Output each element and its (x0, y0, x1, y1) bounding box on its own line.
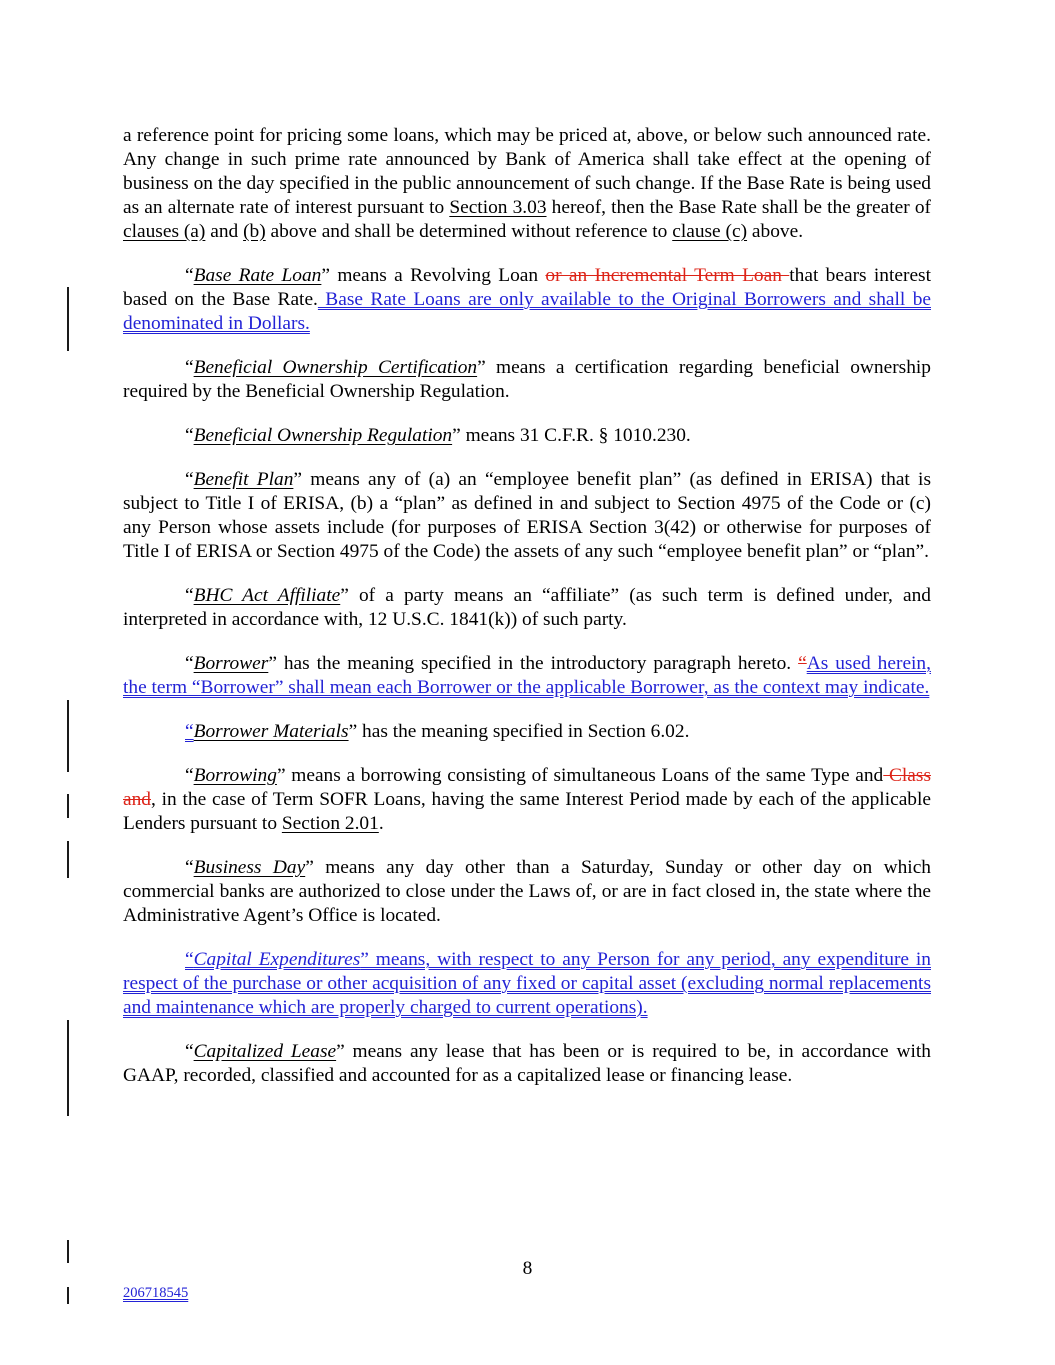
defined-term: Benefit Plan (193, 469, 294, 490)
text: ” means a certification regarding beneficial ownership required by the Beneficial Ownership Regulation. (123, 357, 931, 402)
text: “ (185, 469, 194, 490)
cross-reference: Section 3.03 (449, 197, 547, 218)
borrower-definition (123, 652, 931, 700)
inserted-text: “ (185, 949, 194, 970)
defined-term: Beneficial Ownership Regulation (193, 425, 453, 446)
inserted-text: ” means, with respect to any Person for any period, any expenditure in respect of the purchase or other acquisition of any fixed or capital asset (excluding normal replacements and maintenance which are properly charged to current operations). (123, 949, 931, 1018)
defined-term: Borrower (193, 653, 269, 674)
benefit-plan-definition (123, 468, 931, 564)
cross-reference: (b) (243, 221, 266, 242)
capital-expenditures-definition (123, 948, 931, 1020)
text: above and shall be determined without reference to (265, 221, 673, 242)
revision-change-bar (67, 841, 69, 878)
text: “ (185, 425, 194, 446)
deleted-text: “ (798, 653, 807, 674)
document-body (123, 124, 931, 1108)
inserted-defined-term: Capital Expenditures (193, 949, 361, 970)
defined-term: Borrower Materials (193, 721, 349, 742)
deleted-text: or an Incremental Term Loan (545, 265, 790, 286)
borrowing-definition (123, 764, 931, 836)
revision-change-bar (67, 1020, 69, 1116)
text: “ (185, 585, 194, 606)
inserted-text: As used herein, the term “Borrower” shall mean each Borrower or the applicable Borrower, as the context may indicate. (123, 653, 931, 698)
text: , in the case of Term SOFR Loans, having the same Interest Period made by each of the applicable Lenders pursuant to (123, 789, 931, 834)
base-rate-loan-definition (123, 264, 931, 336)
inserted-text: Base Rate Loans are only available to the Original Borrowers and shall be denominated in Dollars. (123, 289, 931, 334)
text: ” has the meaning specified in the introductory paragraph hereto. (268, 653, 799, 674)
text: ” means any of (a) an “employee benefit plan” (as defined in ERISA) that is subject to Title I of ERISA, (b) a “plan” as defined in and subject to Section 4975 of the Code or (c) any Person whose assets include (for purposes of ERISA Section 3(42) or otherwise for purposes of Title I of ERISA or Section 4975 of the Code) the assets of any such “employee benefit plan” or “plan”. (123, 469, 931, 562)
text: “ (185, 357, 194, 378)
text: and (205, 221, 244, 242)
text: ” has the meaning specified in Section 6.02. (348, 721, 690, 742)
text: . (378, 813, 384, 834)
text: above. (747, 221, 804, 242)
defined-term: Business Day (193, 857, 306, 878)
text: that bears interest based on the Base Rate. (123, 265, 931, 310)
deleted-text: Class and (123, 765, 931, 810)
text: “ (185, 265, 194, 286)
cross-reference: clause (c) (672, 221, 748, 242)
inserted-text: “ (185, 721, 194, 742)
text: ” means a Revolving Loan (321, 265, 546, 286)
capitalized-lease-definition (123, 1040, 931, 1088)
text: “ (185, 653, 194, 674)
text: ” means a borrowing consisting of simultaneous Loans of the same Type and (276, 765, 884, 786)
text: a reference point for pricing some loans, which may be priced at, above, or below such announced rate. Any change in such prime rate announced by Bank of America shall take effect at the opening of business on the day specified in the public announcement of such change. If the Base Rate is being used as an alternate rate of interest pursuant to (123, 125, 931, 218)
base-rate-continuation-paragraph (123, 124, 931, 244)
revision-change-bar (67, 700, 69, 772)
business-day-definition (123, 856, 931, 928)
defined-term: BHC Act Affiliate (193, 585, 341, 606)
revision-change-bar (67, 287, 69, 351)
revision-change-bar (67, 1287, 69, 1304)
text: ” means 31 C.F.R. § 1010.230. (452, 425, 691, 446)
defined-term: Borrowing (193, 765, 277, 786)
document-id-stamp: 206718545 (123, 1285, 189, 1301)
revision-change-bar (67, 794, 69, 818)
cross-reference: Section 2.01 (281, 813, 379, 834)
bhc-act-affiliate-definition (123, 584, 931, 632)
text: “ (185, 1041, 194, 1062)
text: ” of a party means an “affiliate” (as such term is defined under, and interpreted in accordance with, 12 U.S.C. 1841(k)) of such party. (123, 585, 931, 630)
text: ” means any day other than a Saturday, Sunday or other day on which commercial banks are authorized to close under the Laws of, or are in fact closed in, the state where the Administrative Agent’s Office is located. (123, 857, 931, 926)
beneficial-ownership-certification-definition (123, 356, 931, 404)
revision-change-bar (67, 1240, 69, 1263)
text: “ (185, 857, 194, 878)
cross-reference: clauses (a) (123, 221, 206, 242)
borrower-materials-definition (123, 720, 931, 744)
page-number: 8 (522, 1258, 533, 1279)
defined-term: Base Rate Loan (193, 265, 322, 286)
text: ” means any lease that has been or is required to be, in accordance with GAAP, recorded, classified and accounted for as a capitalized lease or financing lease. (123, 1041, 931, 1086)
text: hereof, then the Base Rate shall be the greater of (546, 197, 931, 218)
defined-term: Capitalized Lease (193, 1041, 337, 1062)
defined-term: Beneficial Ownership Certification (193, 357, 478, 378)
beneficial-ownership-regulation-definition (123, 424, 931, 448)
text: “ (185, 765, 194, 786)
